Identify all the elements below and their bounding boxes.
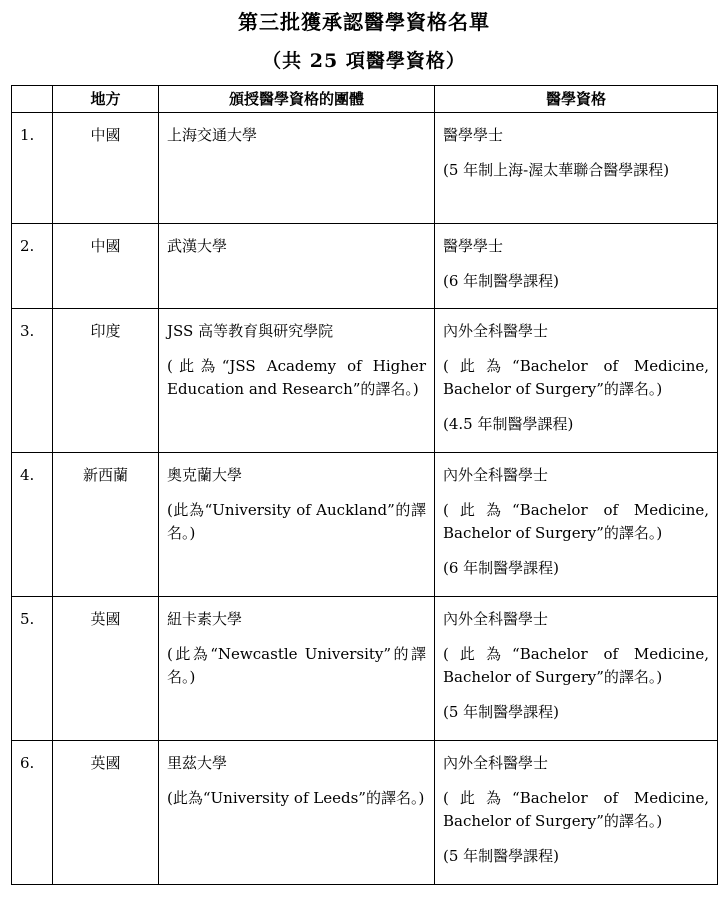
row-awarding-body — [159, 453, 435, 597]
qualification-name: 內外全科醫學士 — [443, 466, 549, 484]
table-row — [12, 224, 718, 309]
qualification-programme: (5 年制醫學課程) — [443, 847, 560, 865]
row-awarding-body — [159, 309, 435, 453]
qualification-name: 內外全科醫學士 — [443, 754, 549, 772]
table-row — [12, 597, 718, 741]
awarding-body-translation-note: (此為“University of Leeds”的譯名。) — [167, 789, 425, 807]
qualification-programme: (5 年制上海-渥太華聯合醫學課程) — [443, 161, 670, 179]
awarding-body-name: 紐卡素大學 — [167, 610, 243, 628]
qualification-translation-note: (此為“Bachelor of Medicine, Bachelor of Surgery”的譯名。) — [443, 357, 709, 398]
qualification-name: 醫學學士 — [443, 237, 504, 255]
row-place: 英國 — [53, 597, 159, 741]
row-qualification — [435, 453, 718, 597]
row-place: 新西蘭 — [53, 453, 159, 597]
qualification-programme: (5 年制醫學課程) — [443, 703, 560, 721]
row-number: 2. — [12, 224, 53, 309]
header-qualification: 醫學資格 — [435, 86, 718, 113]
awarding-body-translation-note: (此為“University of Auckland”的譯名。) — [167, 501, 426, 542]
header-number — [12, 86, 53, 113]
awarding-body-name: 里茲大學 — [167, 754, 228, 772]
table-row — [12, 113, 718, 224]
table-row — [12, 309, 718, 453]
awarding-body-translation-note: (此為“JSS Academy of Higher Education and Research”的譯名。) — [167, 357, 426, 398]
row-awarding-body — [159, 224, 435, 309]
row-number: 1. — [12, 113, 53, 224]
qualification-translation-note: (此為“Bachelor of Medicine, Bachelor of Surgery”的譯名。) — [443, 501, 709, 542]
awarding-body-name: 上海交通大學 — [167, 126, 258, 144]
row-qualification — [435, 309, 718, 453]
row-place: 中國 — [53, 224, 159, 309]
qualification-name: 內外全科醫學士 — [443, 610, 549, 628]
row-awarding-body — [159, 597, 435, 741]
row-number: 6. — [12, 741, 53, 885]
qualification-translation-note: (此為“Bachelor of Medicine, Bachelor of Surgery”的譯名。) — [443, 645, 709, 686]
row-awarding-body — [159, 741, 435, 885]
row-place: 印度 — [53, 309, 159, 453]
header-awarding-body: 頒授醫學資格的團體 — [159, 86, 435, 113]
qualification-programme: (6 年制醫學課程) — [443, 272, 560, 290]
document-subtitle: （共 25 項醫學資格） — [262, 50, 466, 72]
qualification-name: 內外全科醫學士 — [443, 322, 549, 340]
row-qualification — [435, 597, 718, 741]
row-awarding-body — [159, 113, 435, 224]
qualification-programme: (4.5 年制醫學課程) — [443, 415, 574, 433]
table-header-row — [12, 86, 718, 113]
awarding-body-name: JSS 高等教育與研究學院 — [167, 322, 334, 340]
awarding-body-translation-note: (此為“Newcastle University”的譯名。) — [167, 645, 426, 686]
row-qualification — [435, 224, 718, 309]
row-number: 3. — [12, 309, 53, 453]
header-place: 地方 — [53, 86, 159, 113]
awarding-body-name: 奧克蘭大學 — [167, 466, 243, 484]
row-number: 4. — [12, 453, 53, 597]
row-number: 5. — [12, 597, 53, 741]
row-place: 中國 — [53, 113, 159, 224]
row-place: 英國 — [53, 741, 159, 885]
qualification-programme: (6 年制醫學課程) — [443, 559, 560, 577]
row-qualification — [435, 741, 718, 885]
qualification-name: 醫學學士 — [443, 126, 504, 144]
qualifications-table — [11, 85, 718, 885]
row-qualification — [435, 113, 718, 224]
document-title: 第三批獲承認醫學資格名單 — [238, 10, 490, 34]
awarding-body-name: 武漢大學 — [167, 237, 228, 255]
qualification-translation-note: (此為“Bachelor of Medicine, Bachelor of Surgery”的譯名。) — [443, 789, 709, 830]
table-row — [12, 453, 718, 597]
table-row — [12, 741, 718, 885]
